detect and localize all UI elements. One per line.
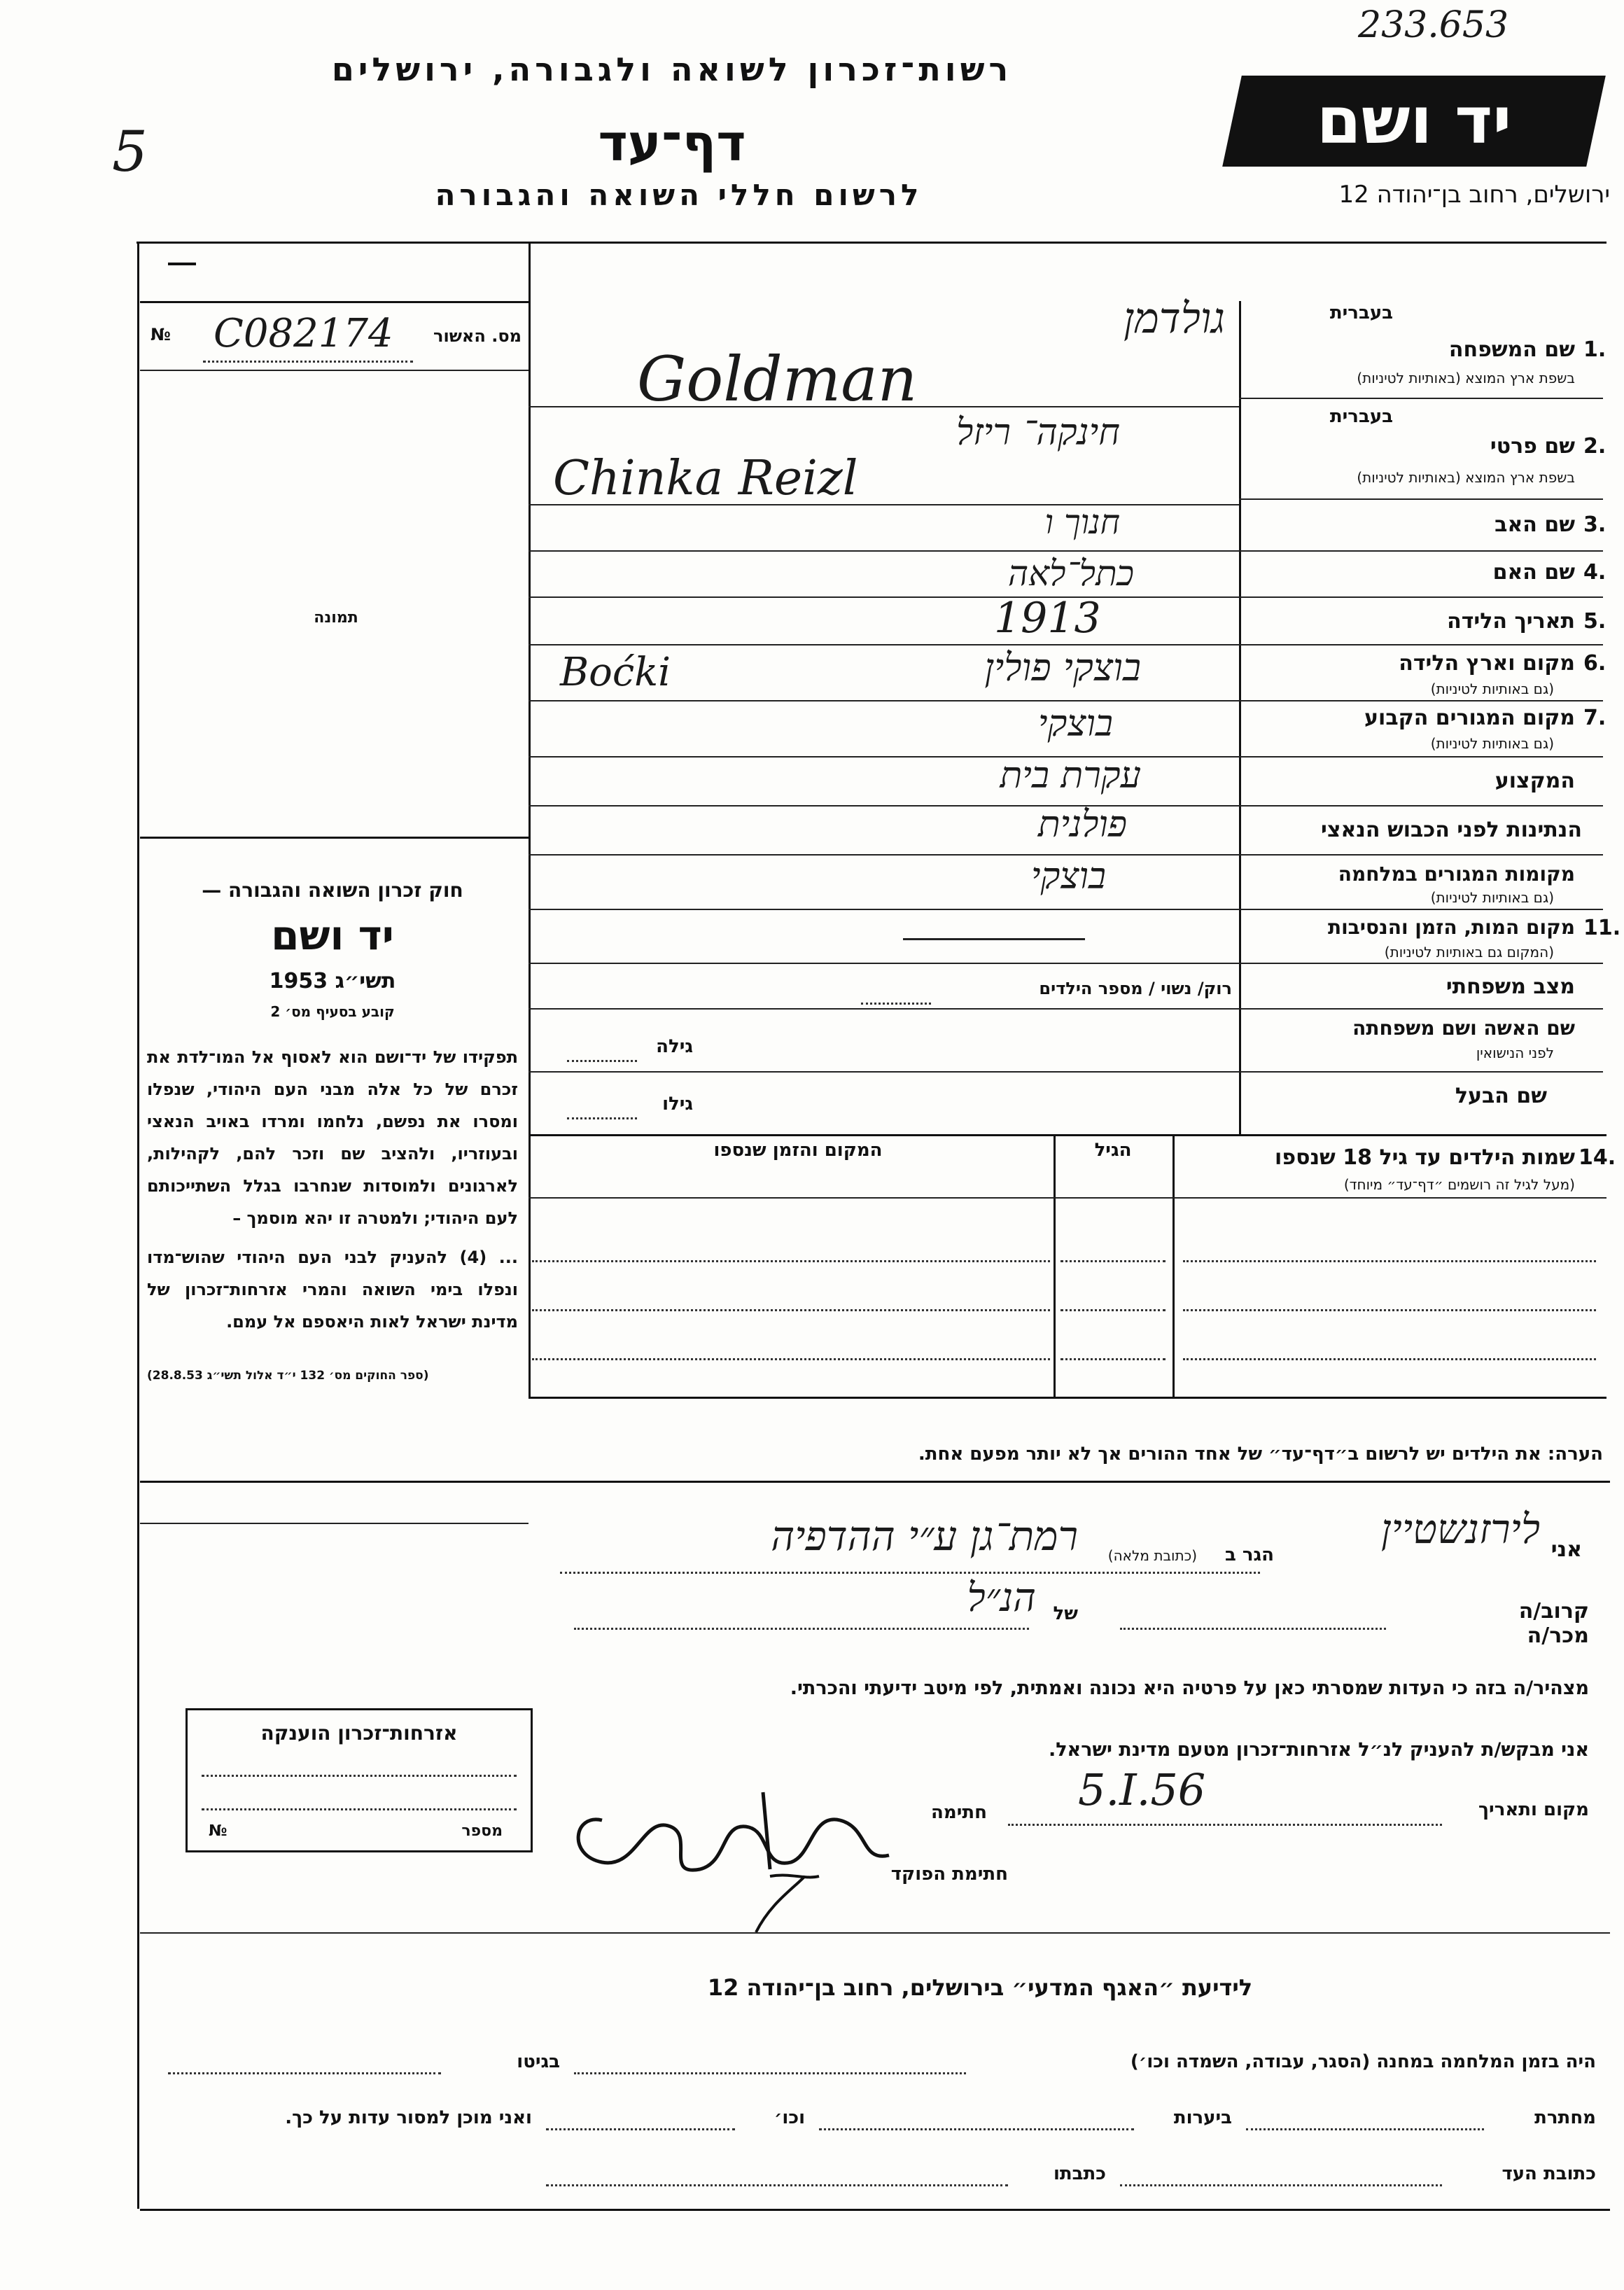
law-name: יד ושם	[271, 912, 394, 959]
footer-underground-label: מחתרת	[1534, 2107, 1596, 2128]
archive-number: 233.653	[1358, 4, 1509, 46]
relative-label: קרוב/ה מכר/ה	[1518, 1599, 1589, 1648]
children-note: הערה: את הילדים יש לרשום ב״דף־עד״ של אחד ההורים אך לא יותר מפעם אחת.	[918, 1444, 1603, 1465]
field-11-number: 11.	[1583, 916, 1621, 940]
left-top-line	[140, 301, 528, 303]
field-11-label: מקום המות, הזמן והנסיבות	[1327, 916, 1575, 939]
law-box	[147, 879, 518, 1383]
resides-hint: (כתובת מלאה)	[1107, 1547, 1197, 1564]
frame-bottom	[140, 2209, 1610, 2211]
field-2-number: 2.	[1583, 434, 1606, 459]
field-2-hint-top: בעברית	[1329, 406, 1393, 427]
field-1-label: שם המשפחה	[1448, 337, 1575, 362]
declaration-request: אני מבקש/ת להעניק לנ״ל אזרחות־זכרון מטעם מדינת ישראל.	[1048, 1739, 1589, 1761]
citizenship-title: אזרחות־זכרון הוענקה	[260, 1722, 458, 1745]
field-husband-label: שם הבעל	[1455, 1084, 1547, 1108]
resides-label: הגר ב	[1224, 1544, 1274, 1565]
wartime-residence-value: בוצקי	[1030, 856, 1106, 898]
residence-value: בוצקי	[1037, 703, 1113, 745]
approval-number-label: מס. האשור	[433, 326, 522, 346]
field-6-hint: (גם באותיות לטיניות)	[1430, 680, 1554, 697]
citizenship-box	[186, 1708, 533, 1852]
dash-mark	[168, 263, 196, 272]
citizenship-no-mark: №	[209, 1822, 227, 1840]
field-3-number: 3.	[1583, 512, 1606, 537]
footer-forests-label: ביערות	[1173, 2107, 1232, 2128]
children-table-top	[528, 1134, 1606, 1136]
field-13-hint: לפני הנישואין	[1476, 1045, 1554, 1061]
surname-latin: Goldman	[637, 343, 918, 415]
margin-mark: 5	[112, 119, 148, 184]
marital-status-options: רוק/ נשוי / מספר הילדים	[1039, 979, 1232, 998]
field-12-label: מצב משפחתי	[1446, 975, 1575, 999]
nationality-value: פולנית	[1037, 804, 1127, 846]
mother-name-value: כתל־לאה	[1007, 553, 1134, 594]
field-7-label: מקום המגורים הקבוע	[1364, 706, 1575, 730]
children-age-header: הגיל	[1094, 1140, 1132, 1161]
children-place-header: המקום והזמן שנספו	[713, 1140, 883, 1161]
surname-hebrew: גולדמן	[1123, 294, 1225, 343]
citizenship-number-label: מספר	[461, 1822, 503, 1840]
birthplace-latin: Boćki	[560, 650, 671, 695]
field-4-number: 4.	[1583, 560, 1606, 585]
law-source: (ספר החוקים מס׳ 132 י״ד אלול תשי״ג 28.8.53)	[147, 1369, 429, 1383]
footer-ghetto-label: בגיטו	[517, 2051, 560, 2072]
children-hint: (מעל לגיל זה רושמים ״דף־עד״ מיוחד)	[1343, 1176, 1575, 1193]
children-title: שמות הילדים עד גיל 18 שנספו	[1275, 1145, 1575, 1170]
field-5-number: 5.	[1583, 609, 1606, 634]
field-9-label: הנתינות לפני הכבוש הנאצי	[1321, 818, 1582, 842]
footer-witness-address-label: כתובת העד	[1502, 2163, 1596, 2184]
field-6-label: מקום וארץ הלידה	[1399, 651, 1575, 676]
yad-vashem-logo: יד ושם	[1222, 76, 1606, 167]
field-8-label: המקצוע	[1494, 769, 1575, 793]
field-4-label: שם האם	[1492, 560, 1575, 585]
approval-number-row	[150, 311, 522, 358]
birth-date-value: 1913	[994, 594, 1101, 643]
relation-value: הנ״ל	[967, 1575, 1036, 1621]
declarant-name: לירזנשטיין	[1380, 1505, 1540, 1553]
frame-left	[137, 242, 139, 2209]
law-text-1: תפקידו של יד־ושם הוא לאסוף אל המו־לדת את זכרם של כל אלה מבני העם היהודי, שנפלו ומסרו את נפשם, נלחמו ומרדו באויב הנאצי ובעוזריו, ולהציב שם וזכר להם, לקהילות, לארגונים ולמוסדות שנחרבו בגלל השתייכותם לעם היהודי; ולמטרה זו יהא מוסמך –	[147, 1047, 518, 1228]
footer-testimony-label: ואני מוכן למסור עדות על כך.	[285, 2107, 532, 2128]
field-10-label: מקומות המגורים במלחמה	[1338, 863, 1575, 886]
field-11-hint: (המקום גם באותיות לטיניות)	[1384, 944, 1554, 961]
place-date-label: מקום ותאריך	[1478, 1799, 1589, 1820]
occupation-value: עקרת בית	[1000, 755, 1141, 797]
footer-his-address-label: כתבתו	[1053, 2163, 1106, 2184]
authority-title: רשות־זכרון לשואה ולגבורה, ירושלים	[331, 50, 1013, 88]
father-name-value: חנוך ו	[1044, 503, 1120, 542]
law-text-2: ... (4) להעניק לבני העם היהודי שהוש־מדו ונפלו בימי השואה והמרי אזרחות־זכרון של מדינת ישראל לאות היאספם אל עמם.	[147, 1248, 518, 1332]
form-subtitle: לרשום חללי השואה והגבורה	[435, 178, 923, 212]
field-6-number: 6.	[1583, 651, 1606, 676]
field-5-label: תאריך הלידה	[1447, 609, 1575, 634]
field-7-number: 7.	[1583, 706, 1606, 730]
officer-signature-label: חתימת הפוקד	[890, 1864, 1008, 1885]
form-title: דף־עד	[598, 113, 746, 172]
law-title: חוק זכרון השואה והגבורה —	[202, 879, 463, 902]
photo-label: תמונה	[314, 609, 358, 627]
declaration-i-label: אני	[1550, 1537, 1582, 1562]
wife-age-label: גילה	[656, 1036, 693, 1057]
footer-title: לידיעת ״האגף המדעי״ בירושלים, רחוב בן־יהודה 12	[707, 1974, 1253, 2001]
field-10-hint: (גם באותיות לטיניות)	[1430, 889, 1554, 906]
children-number: 14.	[1578, 1145, 1616, 1170]
field-2-hint: בשפת ארץ המוצא (באותיות לטיניות)	[1357, 469, 1575, 486]
law-year: תשי״ג 1953	[269, 969, 396, 993]
field-2-label: שם פרטי	[1490, 434, 1575, 459]
first-name-latin: Chinka Reizl	[553, 451, 858, 506]
address: ירושלים, רחוב בן־יהודה 12	[1338, 181, 1610, 209]
signature-label: חתימה	[931, 1802, 987, 1823]
footer-camp-label: היה בזמן המלחמה במחנה (הסגר, עבודה, השמדה וכו׳)	[1130, 2051, 1596, 2072]
frame-divider	[528, 242, 531, 1397]
of-label: של	[1053, 1603, 1078, 1624]
birthplace-hebrew: בוצקי פולין	[984, 645, 1141, 690]
first-name-hebrew: חינקה־ ריזל	[955, 412, 1120, 454]
declaration-date: 5.I.56	[1078, 1764, 1206, 1815]
footer-etc-label: וכו׳	[774, 2107, 805, 2128]
field-1-hint-top: בעברית	[1329, 302, 1393, 323]
field-1-hint: בשפת ארץ המוצא (באותיות לטיניות)	[1357, 370, 1575, 386]
law-clause: קובע בסעיף מס׳ 2	[270, 1003, 395, 1020]
signature-scribble	[560, 1771, 896, 1932]
field-13-label: שם האשה ושם משפחתה	[1352, 1017, 1575, 1040]
approval-number-value: C082174	[214, 311, 393, 356]
frame-top	[136, 242, 1606, 244]
photo-bottom-line	[140, 837, 528, 839]
approval-no-mark: №	[150, 325, 171, 344]
declarant-address: רמת־גן ע״י ההדפיה	[771, 1512, 1078, 1560]
field-1-number: 1.	[1583, 337, 1606, 362]
husband-age-label: גילו	[662, 1094, 693, 1115]
field-3-label: שם האב	[1494, 512, 1575, 537]
declaration-statement: מצהיר/ה בזה כי העדות שמסרתי כאן על פרטיה היא נכונה ואמתית, לפי מיטב ידיעתי והכרתי.	[790, 1677, 1589, 1699]
death-place-dash	[903, 938, 1085, 940]
field-7-hint: (גם באותיות לטיניות)	[1430, 735, 1554, 752]
